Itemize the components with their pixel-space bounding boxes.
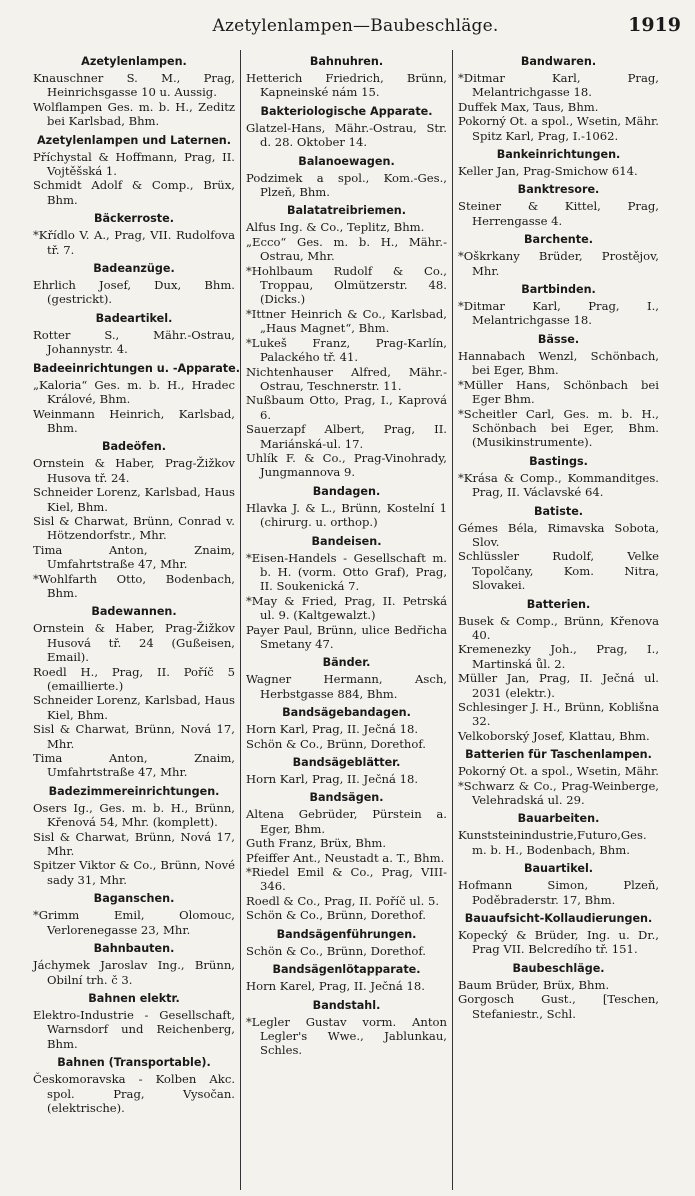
section-heading: Bastings. [529, 454, 588, 468]
directory-entry: Schneider Lorenz, Karlsbad, Haus Kiel, Bhm. [33, 485, 235, 514]
section-heading: Bandeisen. [311, 534, 382, 548]
directory-entry: *Schwarz & Co., Prag-Weinberge, Velehradská ul. 29. [458, 778, 659, 808]
section-heading: Batiste. [533, 504, 584, 518]
section-heading: Bandsägenlötapparate. [272, 963, 421, 977]
directory-entry: *Eisen-Handels - Gesellschaft m. b. H. (vorm. Otto Graf), Prag, II. Soukenická 7. [246, 550, 447, 594]
directory-entry: Glatzel-Hans, Mähr.-Ostrau, Str. d. 28. Oktober 14. [246, 120, 447, 150]
directory-entry: Spitzer Viktor & Co., Brünn, Nové sady 31, Mhr. [33, 858, 235, 887]
directory-entry: *Ditmar Karl, Prag, I., Melantrichgasse 18. [458, 299, 659, 328]
section-heading: Bahnuhren. [309, 55, 384, 68]
directory-entry: Müller Jan, Prag, II. Ječná ul. 2031 (elektr.). [458, 671, 659, 700]
column-3 [452, 50, 664, 1190]
section-heading: Bänder. [322, 656, 371, 670]
directory-entry: Horn Karl, Prag, II. Ječná 18. [246, 772, 419, 787]
page-number: 1919 [628, 14, 681, 36]
directory-entry: Steiner & Kittel, Prag, Herrengasse 4. [458, 199, 659, 228]
directory-entry: Schön & Co., Brünn, Dorethof. [246, 943, 426, 958]
directory-entry: Pokorný Ot. a spol., Wsetin, Mähr. Spitz Karl, Prag, I.-1062. [458, 114, 659, 143]
directory-entry: Příchystal & Hoffmann, Prag, II. Vojtěšská 1. [33, 149, 235, 179]
directory-entry: Gorgosch Gust., [Teschen, Stefaniestr., Schl. [458, 992, 659, 1021]
directory-entry: Elektro-Industrie - Gesellschaft, Warnsdorf und Reichenberg, Bhm. [33, 1007, 235, 1051]
directory-entry: *Hohlbaum Rudolf & Co., Troppau, Olmützerstr. 48. (Dicks.) [246, 263, 447, 307]
directory-entry: Wagner Hermann, Asch, Herbstgasse 884, Bhm. [246, 672, 447, 701]
section-heading: Bahnen elektr. [88, 991, 180, 1005]
section-heading: Bässe. [537, 332, 580, 346]
column-2 [240, 50, 452, 1190]
section-heading: Badewannen. [91, 605, 177, 619]
directory-entry: *Legler Gustav vorm. Anton Legler's Wwe., Jablunkau, Schles. [246, 1014, 447, 1058]
directory-entry: Tima Anton, Znaim, Umfahrtstraße 47, Mhr. [33, 542, 235, 572]
directory-entry: Schön & Co., Brünn, Dorethof. [246, 736, 426, 751]
directory-entry: Rotter S., Mähr.-Ostrau, Johannystr. 4. [33, 327, 235, 357]
section-heading: Bandwaren. [520, 55, 597, 68]
directory-entry: Horn Karl, Prag, II. Ječná 18. [246, 722, 419, 737]
directory-entry: Sauerzapf Albert, Prag, II. Mariánská-ul. 17. [246, 422, 447, 451]
directory-entry: *Scheitler Carl, Ges. m. b. H., Schönbach bei Eger, Bhm. (Musikinstrumente). [458, 406, 659, 450]
directory-entry: Podzimek a spol., Kom.-Ges., Plzeň, Bhm. [246, 170, 447, 200]
directory-entry: Busek & Comp., Brünn, Křenova 40. [458, 613, 659, 642]
directory-entry: Schlüssler Rudolf, Velke Topolčany, Kom. Nitra, Slovakei. [458, 549, 659, 593]
section-heading: Bandsägen. [309, 791, 384, 805]
directory-entry: *Krása & Comp., Kommanditges. Prag, II. Václavské 64. [458, 470, 659, 500]
section-heading: Barchente. [524, 233, 593, 247]
directory-entry: Alfus Ing. & Co., Teplitz, Bhm. [246, 220, 425, 235]
section-heading: Bandstahl. [312, 998, 381, 1012]
directory-entry: Ehrlich Josef, Dux, Bhm. (gestrickt). [33, 278, 235, 307]
directory-entry: Osers Ig., Ges. m. b. H., Brünn, Křenová 54, Mhr. (komplett). [33, 800, 235, 830]
running-title: Azetylenlampen—Baubeschläge. [212, 16, 499, 36]
directory-entry: *Grimm Emil, Olomouc, Verlorenegasse 23, Mhr. [33, 908, 235, 937]
directory-entry: *Ditmar Karl, Prag, Melantrichgasse 18. [458, 71, 659, 100]
directory-entry: Jáchymek Jaroslav Ing., Brünn, Obilní trh. č 3. [33, 958, 235, 987]
directory-entry: Velkoborský Josef, Klattau, Bhm. [458, 728, 650, 743]
directory-entry: Payer Paul, Brünn, ulice Bedřicha Smetany 47. [246, 622, 447, 651]
directory-entry: *Wohlfarth Otto, Bodenbach, Bhm. [33, 571, 235, 600]
directory-entry: *Müller Hans, Schönbach bei Eger Bhm. [458, 377, 659, 407]
directory-entry: *Oškrkany Brüder, Prostějov, Mhr. [458, 249, 659, 278]
section-heading: Bahnbauten. [93, 942, 175, 956]
directory-entry: Nußbaum Otto, Prag, I., Kaprová 6. [246, 393, 447, 422]
section-heading: Azetylenlampen. [81, 55, 187, 68]
directory-entry: Wolflampen Ges. m. b. H., Zeditz bei Karlsbad, Bhm. [33, 99, 235, 129]
section-heading: Badeanzüge. [93, 262, 175, 276]
directory-entry: Roedl & Co., Prag, II. Poříč ul. 5. [246, 893, 440, 908]
section-heading: Batterien für Taschenlampen. [465, 748, 652, 762]
directory-entry: Altena Gebrüder, Pürstein a. Eger, Bhm. [246, 807, 447, 836]
directory-entry: Horn Karel, Prag, II. Ječná 18. [246, 979, 425, 994]
section-heading: Bandagen. [312, 484, 381, 498]
directory-entry: Hofmann Simon, Plzeň, Poděbraderstr. 17, Bhm. [458, 878, 659, 907]
section-heading: Baganschen. [93, 892, 175, 906]
directory-entry: Kopecký & Brüder, Ing. u. Dr., Prag VII. Belcredího tř. 151. [458, 928, 659, 957]
section-heading: Bartbinden. [521, 283, 596, 297]
directory-entry: Knauschner S. M., Prag, Heinrichsgasse 10 u. Aussig. [33, 71, 235, 100]
running-head [28, 6, 683, 50]
directory-entry: *Riedel Emil & Co., Prag, VIII-346. [246, 865, 447, 894]
section-heading: Bankeinrichtungen. [496, 148, 621, 162]
directory-entry: Ornstein & Haber, Prag-Žižkov Husova tř. 24. [33, 456, 235, 485]
section-heading: Bakteriologische Apparate. [260, 104, 433, 118]
directory-entry: Duffek Max, Taus, Bhm. [458, 99, 599, 114]
directory-entry: Sisl & Charwat, Brünn, Nová 17, Mhr. [33, 829, 235, 859]
section-heading: Bandsägeblätter. [292, 756, 401, 770]
directory-entry: Ornstein & Haber, Prag-Žižkov Husová tř. 24 (Gußeisen, Email). [33, 621, 235, 665]
directory-entry: Guth Franz, Brüx, Bhm. [246, 836, 387, 851]
directory-entry: Weinmann Heinrich, Karlsbad, Bhm. [33, 406, 235, 435]
directory-entry: Schneider Lorenz, Karlsbad, Haus Kiel, Bhm. [33, 693, 235, 722]
directory-entry: Kunststeinindustrie,Futuro,Ges. m. b. H., Bodenbach, Bhm. [458, 828, 647, 857]
section-heading: Azetylenlampen und Laternen. [36, 133, 231, 147]
directory-entry: Nichtenhauser Alfred, Mähr.-Ostrau, Teschnerstr. 11. [246, 364, 447, 393]
directory-entry: Tima Anton, Znaim, Umfahrtstraße 47, Mhr. [33, 751, 235, 780]
section-heading: Badeöfen. [101, 440, 167, 454]
section-heading: Bandsägebandagen. [282, 706, 411, 720]
section-heading: Banktresore. [517, 183, 600, 197]
column-1 [28, 50, 240, 1190]
section-heading: Bauaufsicht-Kollaudierungen. [464, 912, 653, 926]
section-heading: Bauartikel. [523, 862, 594, 876]
section-heading: Baubeschläge. [512, 961, 605, 975]
section-heading: Bandsägenführungen. [276, 927, 417, 941]
section-heading: Bahnen (Transportable). [57, 1056, 211, 1070]
directory-entry: *Křídlo V. A., Prag, VII. Rudolfova tř. 7. [33, 228, 235, 257]
directory-entry: Schmidt Adolf & Comp., Brüx, Bhm. [33, 178, 235, 207]
directory-entry: Schön & Co., Brünn, Dorethof. [246, 908, 426, 923]
directory-entry: Gémes Béla, Rimavska Sobota, Slov. [458, 520, 659, 549]
directory-entry: Hannabach Wenzl, Schönbach, bei Eger, Bhm. [458, 348, 659, 378]
directory-entry: Keller Jan, Prag-Smichow 614. [458, 164, 638, 179]
directory-entry: *May & Fried, Prag, II. Petrská ul. 9. (Kaltgewalzt.) [246, 593, 447, 623]
section-heading: Batterien. [526, 597, 591, 611]
directory-entry: Baum Brüder, Brüx, Bhm. [458, 977, 610, 992]
section-heading: Balanoewagen. [298, 154, 395, 168]
directory-entry: „Kaloria“ Ges. m. b. H., Hradec Králové, Bhm. [33, 377, 235, 407]
section-heading: Badezimmereinrichtungen. [48, 784, 220, 798]
directory-entry: Sisl & Charwat, Brünn, Conrad v. Hötzendorfstr., Mhr. [33, 513, 235, 543]
directory-entry: Hlavka J. & L., Brünn, Kostelní 1 (chirurg. u. orthop.) [246, 500, 447, 530]
directory-entry: Kremenezky Joh., Prag, I., Martinská ůl. 2. [458, 642, 659, 671]
section-heading: Badeeinrichtungen u. -Apparate. [33, 361, 240, 375]
directory-entry: Pfeiffer Ant., Neustadt a. T., Bhm. [246, 850, 445, 865]
directory-entry: *Lukeš Franz, Prag-Karlín, Palackého tř. 41. [246, 335, 447, 365]
directory-entry: Pokorný Ot. a spol., Wsetin, Mähr. [458, 764, 659, 779]
directory-entry: *Ittner Heinrich & Co., Karlsbad, „Haus Magnet“, Bhm. [246, 306, 447, 336]
directory-entry: „Ecco“ Ges. m. b. H., Mähr.-Ostrau, Mhr. [246, 234, 447, 264]
section-heading: Bäckerroste. [93, 212, 174, 226]
directory-entry: Roedl H., Prag, II. Poříč 5 (emaillierte.) [33, 664, 235, 693]
section-heading: Balatatreibriemen. [286, 204, 407, 218]
directory-entry: Uhlík F. & Co., Prag-Vinohrady, Jungmannova 9. [246, 450, 447, 480]
directory-entry: Sisl & Charwat, Brünn, Nová 17, Mhr. [33, 722, 235, 751]
directory-entry: Hetterich Friedrich, Brünn, Kapneinské nám 15. [246, 71, 447, 100]
directory-entry: Schlesinger J. H., Brünn, Koblišna 32. [458, 700, 659, 729]
section-heading: Badeartikel. [95, 311, 173, 325]
columns [28, 50, 683, 1190]
directory-entry: Českomoravska - Kolben Akc. spol. Prag, Vysočan. (elektrische). [33, 1072, 235, 1115]
section-heading: Bauarbeiten. [517, 812, 600, 826]
